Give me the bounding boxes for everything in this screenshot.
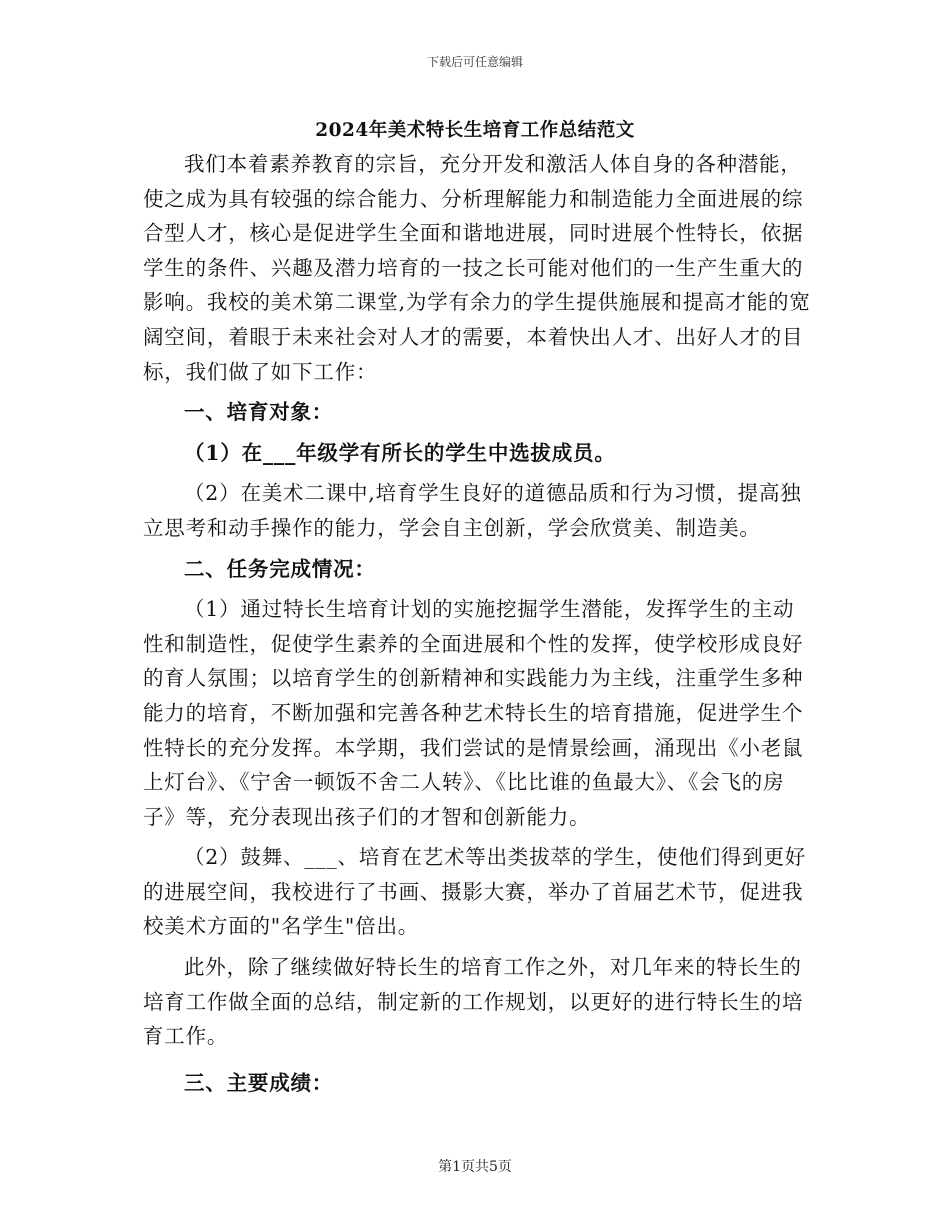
section2-item1: （1）通过特长生培育计划的实施挖掘学生潜能，发挥学生的主动性和制造性，促使学生素养的全面进展和个性的发挥，使学校形成良好的育人氛围；以培育学生的创新精神和实践能力为主线，注重学生多种能力的培育，不断加强和完善各种艺术特长生的培育措施，促进学生个性特长的充分发挥。本学期，我们尝试的是情景绘画，涌现出《小老鼠上灯台》、《宁舍一顿饭不舍二人转》、《比比谁的鱼最大》、《会飞的房子》等，充分表现出孩子们的才智和创新能力。	[143, 597, 804, 829]
intro-paragraph: 我们本着素养教育的宗旨，充分开发和激活人体自身的各种潜能，使之成为具有较强的综合能力、分析理解能力和制造能力全面进展的综合型人才，核心是促进学生全面和谐地进展，同时进展个性特长，依据学生的条件、兴趣及潜力培育的一技之长可能对他们的一生产生重大的影响。我校的美术第二课堂,为学有余力的学生提供施展和提高才能的宽阔空间，着眼于未来社会对人才的需要，本着快出人才、出好人才的目标，我们做了如下工作：	[143, 152, 811, 384]
section2-heading: 二、任务完成情况：	[184, 556, 376, 581]
section2-item2: （2）鼓舞、___、培育在艺术等出类拔萃的学生，使他们得到更好的进展空间，我校进行了书画、摄影大赛，举办了首届艺术节，促进我校美术方面的"名学生"倍出。	[143, 845, 807, 939]
section1-heading: 一、培育对象：	[184, 400, 334, 425]
header-note: 下载后可任意编辑	[426, 55, 523, 69]
document-body	[143, 147, 813, 1100]
section1-item1: （1）在___年级学有所长的学生中选拔成员。	[184, 440, 616, 465]
section2-extra: 此外，除了继续做好特长生的培育工作之外，对几年来的特长生的培育工作做全面的总结，制定新的工作规划，以更好的进行特长生的培育工作。	[143, 955, 804, 1049]
section3-heading: 三、主要成绩：	[184, 1070, 334, 1095]
section1-item2: （2）在美术二课中,培育学生良好的道德品质和行为习惯，提高独立思考和动手操作的能力，学会自主创新，学会欣赏美、制造美。	[143, 481, 802, 540]
document-title: 2024年美术特长生培育工作总结范文	[315, 120, 635, 141]
page-footer: 第1页共5页	[438, 1159, 512, 1175]
